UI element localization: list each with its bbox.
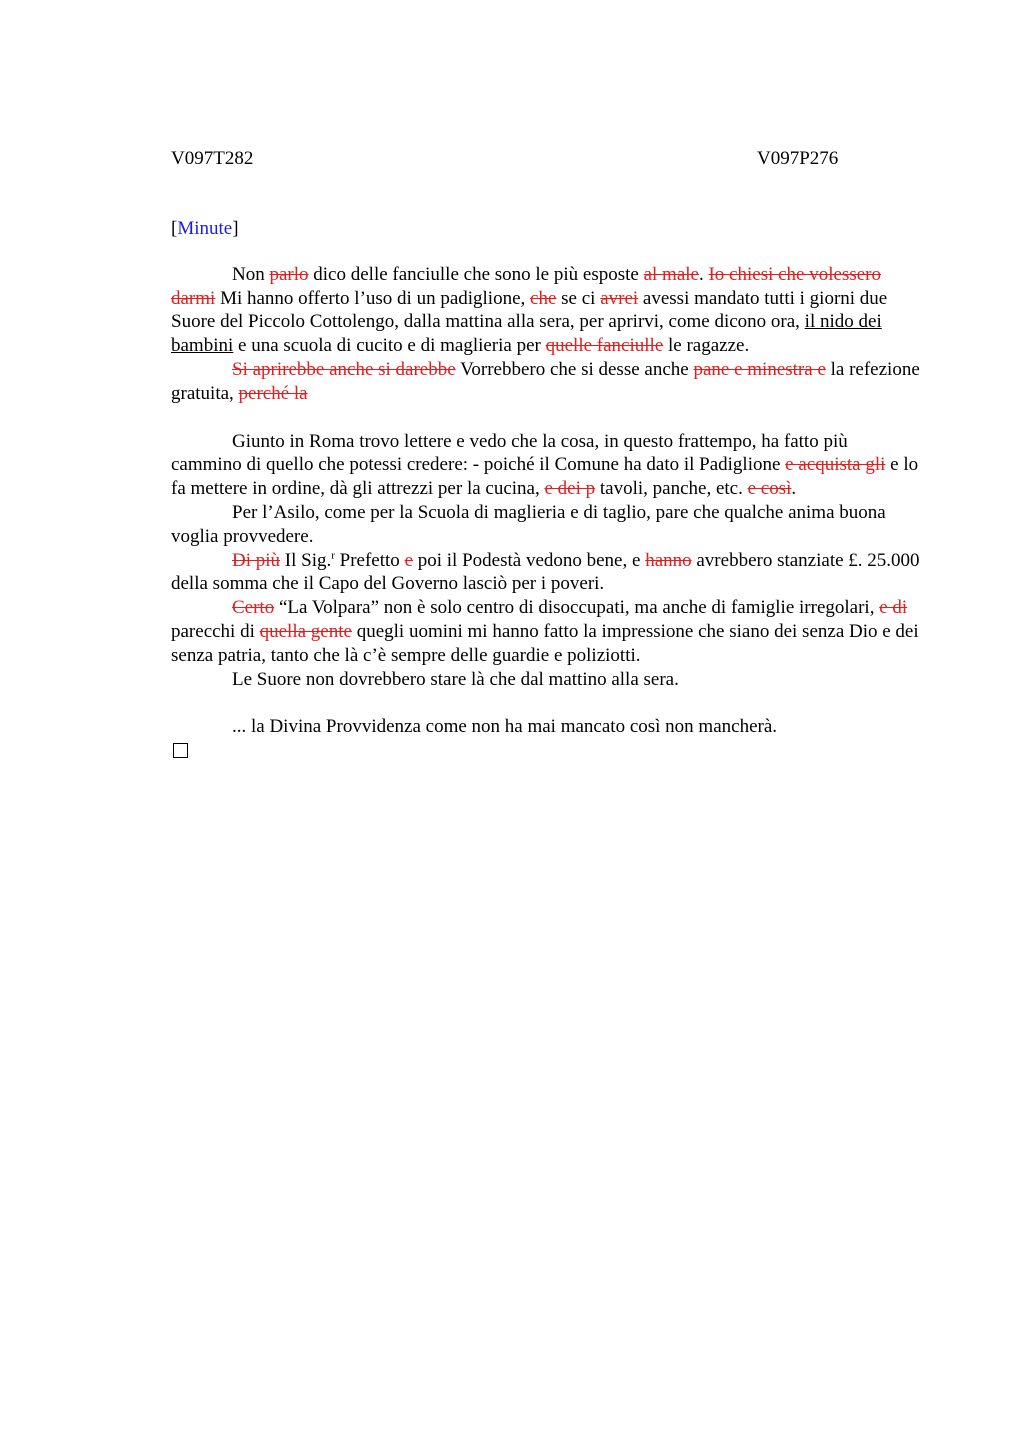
deleted-text: quelle fanciulle: [545, 335, 664, 357]
document-header: [171, 147, 921, 171]
text-run: Per l’Asilo, come per la Scuola di maglieria e di taglio, pare che qualche anima buona voglia provvedere.: [171, 501, 886, 547]
paragraph-1: [171, 263, 921, 358]
superscript: r: [331, 549, 335, 562]
text-run: le ragazze.: [663, 335, 750, 357]
deleted-text: Certo: [232, 597, 275, 619]
deleted-text: pane e minestra e: [693, 358, 826, 380]
deleted-text: quella gente: [259, 620, 352, 642]
deleted-text: al male: [643, 263, 699, 285]
text-run: quegli uomini mi hanno fatto la impressione che siano dei senza Dio e dei senza patria, tanto che là c’è sempre delle guardie e poliziotti.: [171, 620, 919, 666]
close-bracket: ]: [232, 218, 239, 239]
text-run: la refezione gratuita,: [171, 358, 920, 404]
deleted-text: perché la: [238, 382, 308, 404]
section-label: [171, 217, 921, 241]
text-run: Le Suore non dovrebbero stare là che dal mattino alla sera.: [232, 668, 679, 690]
text-run: Il Sig.: [280, 549, 332, 571]
text-run: Vorrebbero che si desse anche: [455, 358, 694, 380]
paragraph-4: [171, 501, 921, 549]
underlined-text: il nido dei bambini: [171, 311, 882, 357]
letter-body: [171, 263, 921, 758]
text-run: “La Volpara” non è solo centro di disoccupati, ma anche di famiglie irregolari,: [274, 597, 880, 619]
text-run: ... la Divina Provvidenza come non ha mai mancato così non mancherà.: [232, 716, 778, 738]
text-run: tavoli, panche, etc.: [595, 478, 748, 500]
paragraph-8: [171, 715, 921, 739]
deleted-text: e dei p: [544, 478, 596, 500]
paragraph-7: [171, 668, 921, 692]
text-run: Non: [232, 263, 270, 285]
text-run: dico delle fanciulle che sono le più esposte: [308, 263, 644, 285]
paragraph-5: [171, 549, 921, 597]
deleted-text: Si aprirebbe anche si darebbe: [232, 358, 456, 380]
deleted-text: Io chiesi che volessero darmi: [171, 263, 881, 309]
deleted-text: e acquista gli: [785, 454, 886, 476]
text-run: Mi hanno offerto l’uso di un padiglione,: [215, 287, 531, 309]
deleted-text: che: [530, 287, 557, 309]
open-bracket: [: [171, 218, 178, 239]
text-run: e lo fa mettere in ordine, dà gli attrezzi per la cucina,: [171, 454, 919, 500]
text-run: avessi mandato tutti i giorni due Suore del Piccolo Cottolengo, dalla mattina alla sera, per aprirvi, come dicono ora,: [171, 287, 888, 333]
text-run: Prefetto: [334, 549, 405, 571]
deleted-text: parlo: [269, 263, 309, 285]
text-run: poi il Podestà vedono bene, e: [413, 549, 646, 571]
text-code: V097T282: [171, 148, 254, 169]
text-run: e una scuola di cucito e di maglieria per: [233, 335, 546, 357]
text-run: se ci: [556, 287, 601, 309]
minute-label: Minute: [177, 218, 233, 239]
deleted-text: e così: [747, 478, 792, 500]
deleted-text: Di più: [232, 549, 281, 571]
text-run: Giunto in Roma trovo lettere e vedo che la cosa, in questo frattempo, ha fatto più cammino di quello che potessi credere: - poiché il Comune ha dato il Padiglione: [171, 430, 848, 476]
text-run: avrebbero stanziate £. 25.000 della somma che il Capo del Governo lasciò per i poveri.: [171, 549, 920, 595]
page-code: V097P276: [757, 148, 839, 169]
deleted-text: hanno: [645, 549, 692, 571]
text-run: .: [791, 478, 797, 500]
text-run: .: [698, 263, 709, 285]
paragraph-2: [171, 358, 921, 406]
deleted-text: avrei: [600, 287, 639, 309]
deleted-text: e di: [879, 597, 908, 619]
paragraph-3: [171, 430, 921, 501]
deleted-text: e: [404, 549, 413, 571]
end-square-icon: [173, 743, 188, 758]
paragraph-6: [171, 596, 921, 667]
text-run: parecchi di: [171, 620, 260, 642]
document-page: [171, 147, 921, 758]
